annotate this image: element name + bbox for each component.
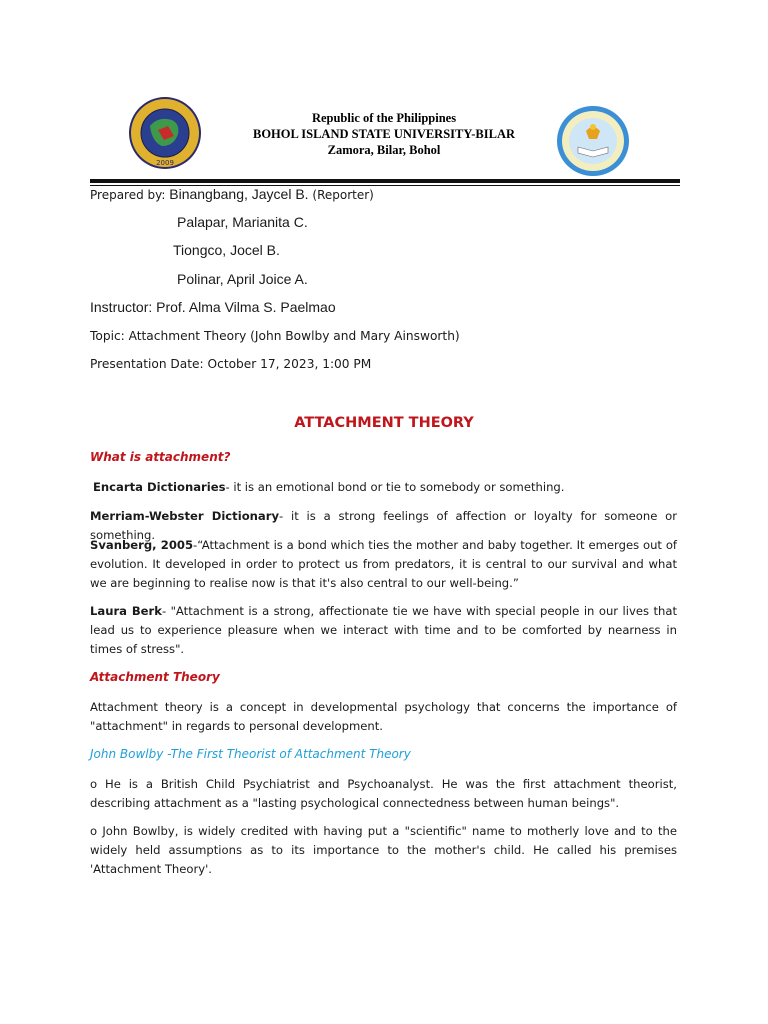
- section-heading-what-is-attachment: What is attachment?: [90, 450, 231, 464]
- bowlby-point: o John Bowlby, is widely credited with having put a "scientific" name to motherly love and to the widely held assumptions as to its importance to the mother's child. He called his premises 'Attachment Theory'.: [90, 824, 677, 876]
- definition-text: - "Attachment is a strong, affectionate tie we have with special people in our lives that lead us to experience pleasure when we interact with time and to be comforted by nearness in times of stress".: [90, 604, 677, 656]
- topic-line: Topic: Attachment Theory (John Bowlby and Mary Ainsworth): [90, 329, 460, 343]
- attachment-theory-paragraph: Attachment theory is a concept in developmental psychology that concerns the importance of "attachment" in regards to personal development.: [90, 700, 677, 733]
- definition-encarta: [93, 478, 680, 497]
- definition-text: -“Attachment is a bond which ties the mother and baby together. It emerges out of evolution. It developed in order to protect us from predators, it is central to our survival and what we are beginning to realise now is that it's also central to our well-being.”: [90, 538, 677, 590]
- member-name: Palapar, Marianita C.: [177, 214, 308, 230]
- definition-text: - it is a strong feelings of affection or loyalty for someone or something.: [90, 509, 677, 542]
- bowlby-point: o He is a British Child Psychiatrist and Psychoanalyst. He was the first attachment theorist, describing attachment as a "lasting psychological connectedness between human beings".: [90, 777, 677, 810]
- prepared-by-line: [90, 186, 374, 202]
- header-line-university: BOHOL ISLAND STATE UNIVERSITY-BILAR: [253, 127, 515, 141]
- reporter-name: Binangbang, Jaycel B.: [169, 186, 309, 202]
- college-seal-logo: [556, 105, 630, 177]
- header-divider-thick: [90, 179, 680, 183]
- reporter-role: (Reporter): [308, 188, 374, 202]
- header-line-republic: Republic of the Philippines: [311, 111, 457, 125]
- definition-source: Svanberg, 2005: [90, 538, 194, 552]
- prepared-by-label: Prepared by:: [90, 188, 170, 202]
- document-title: ATTACHMENT THEORY: [294, 415, 474, 431]
- member-name: Polinar, April Joice A.: [177, 271, 308, 287]
- header-line-address: Zamora, Bilar, Bohol: [327, 143, 441, 157]
- definition-text: - it is an emotional bond or tie to somebody or something.: [225, 480, 565, 494]
- section-heading-attachment-theory: Attachment Theory: [90, 670, 220, 684]
- definition-laura-berk: [90, 602, 677, 659]
- definition-svanberg: [90, 536, 677, 593]
- definition-source: Laura Berk: [90, 604, 162, 618]
- section-heading-john-bowlby: John Bowlby -The First Theorist of Attachment Theory: [90, 747, 411, 761]
- presentation-date-line: Presentation Date: October 17, 2023, 1:00 PM: [90, 357, 372, 371]
- definition-source: Encarta Dictionaries: [93, 480, 226, 494]
- member-name: Tiongco, Jocel B.: [173, 242, 280, 258]
- definition-source: Merriam-Webster Dictionary: [90, 509, 280, 523]
- instructor-line: Instructor: Prof. Alma Vilma S. Paelmao: [90, 299, 336, 315]
- svg-text:2009: 2009: [156, 159, 174, 167]
- institution-header: [180, 110, 588, 158]
